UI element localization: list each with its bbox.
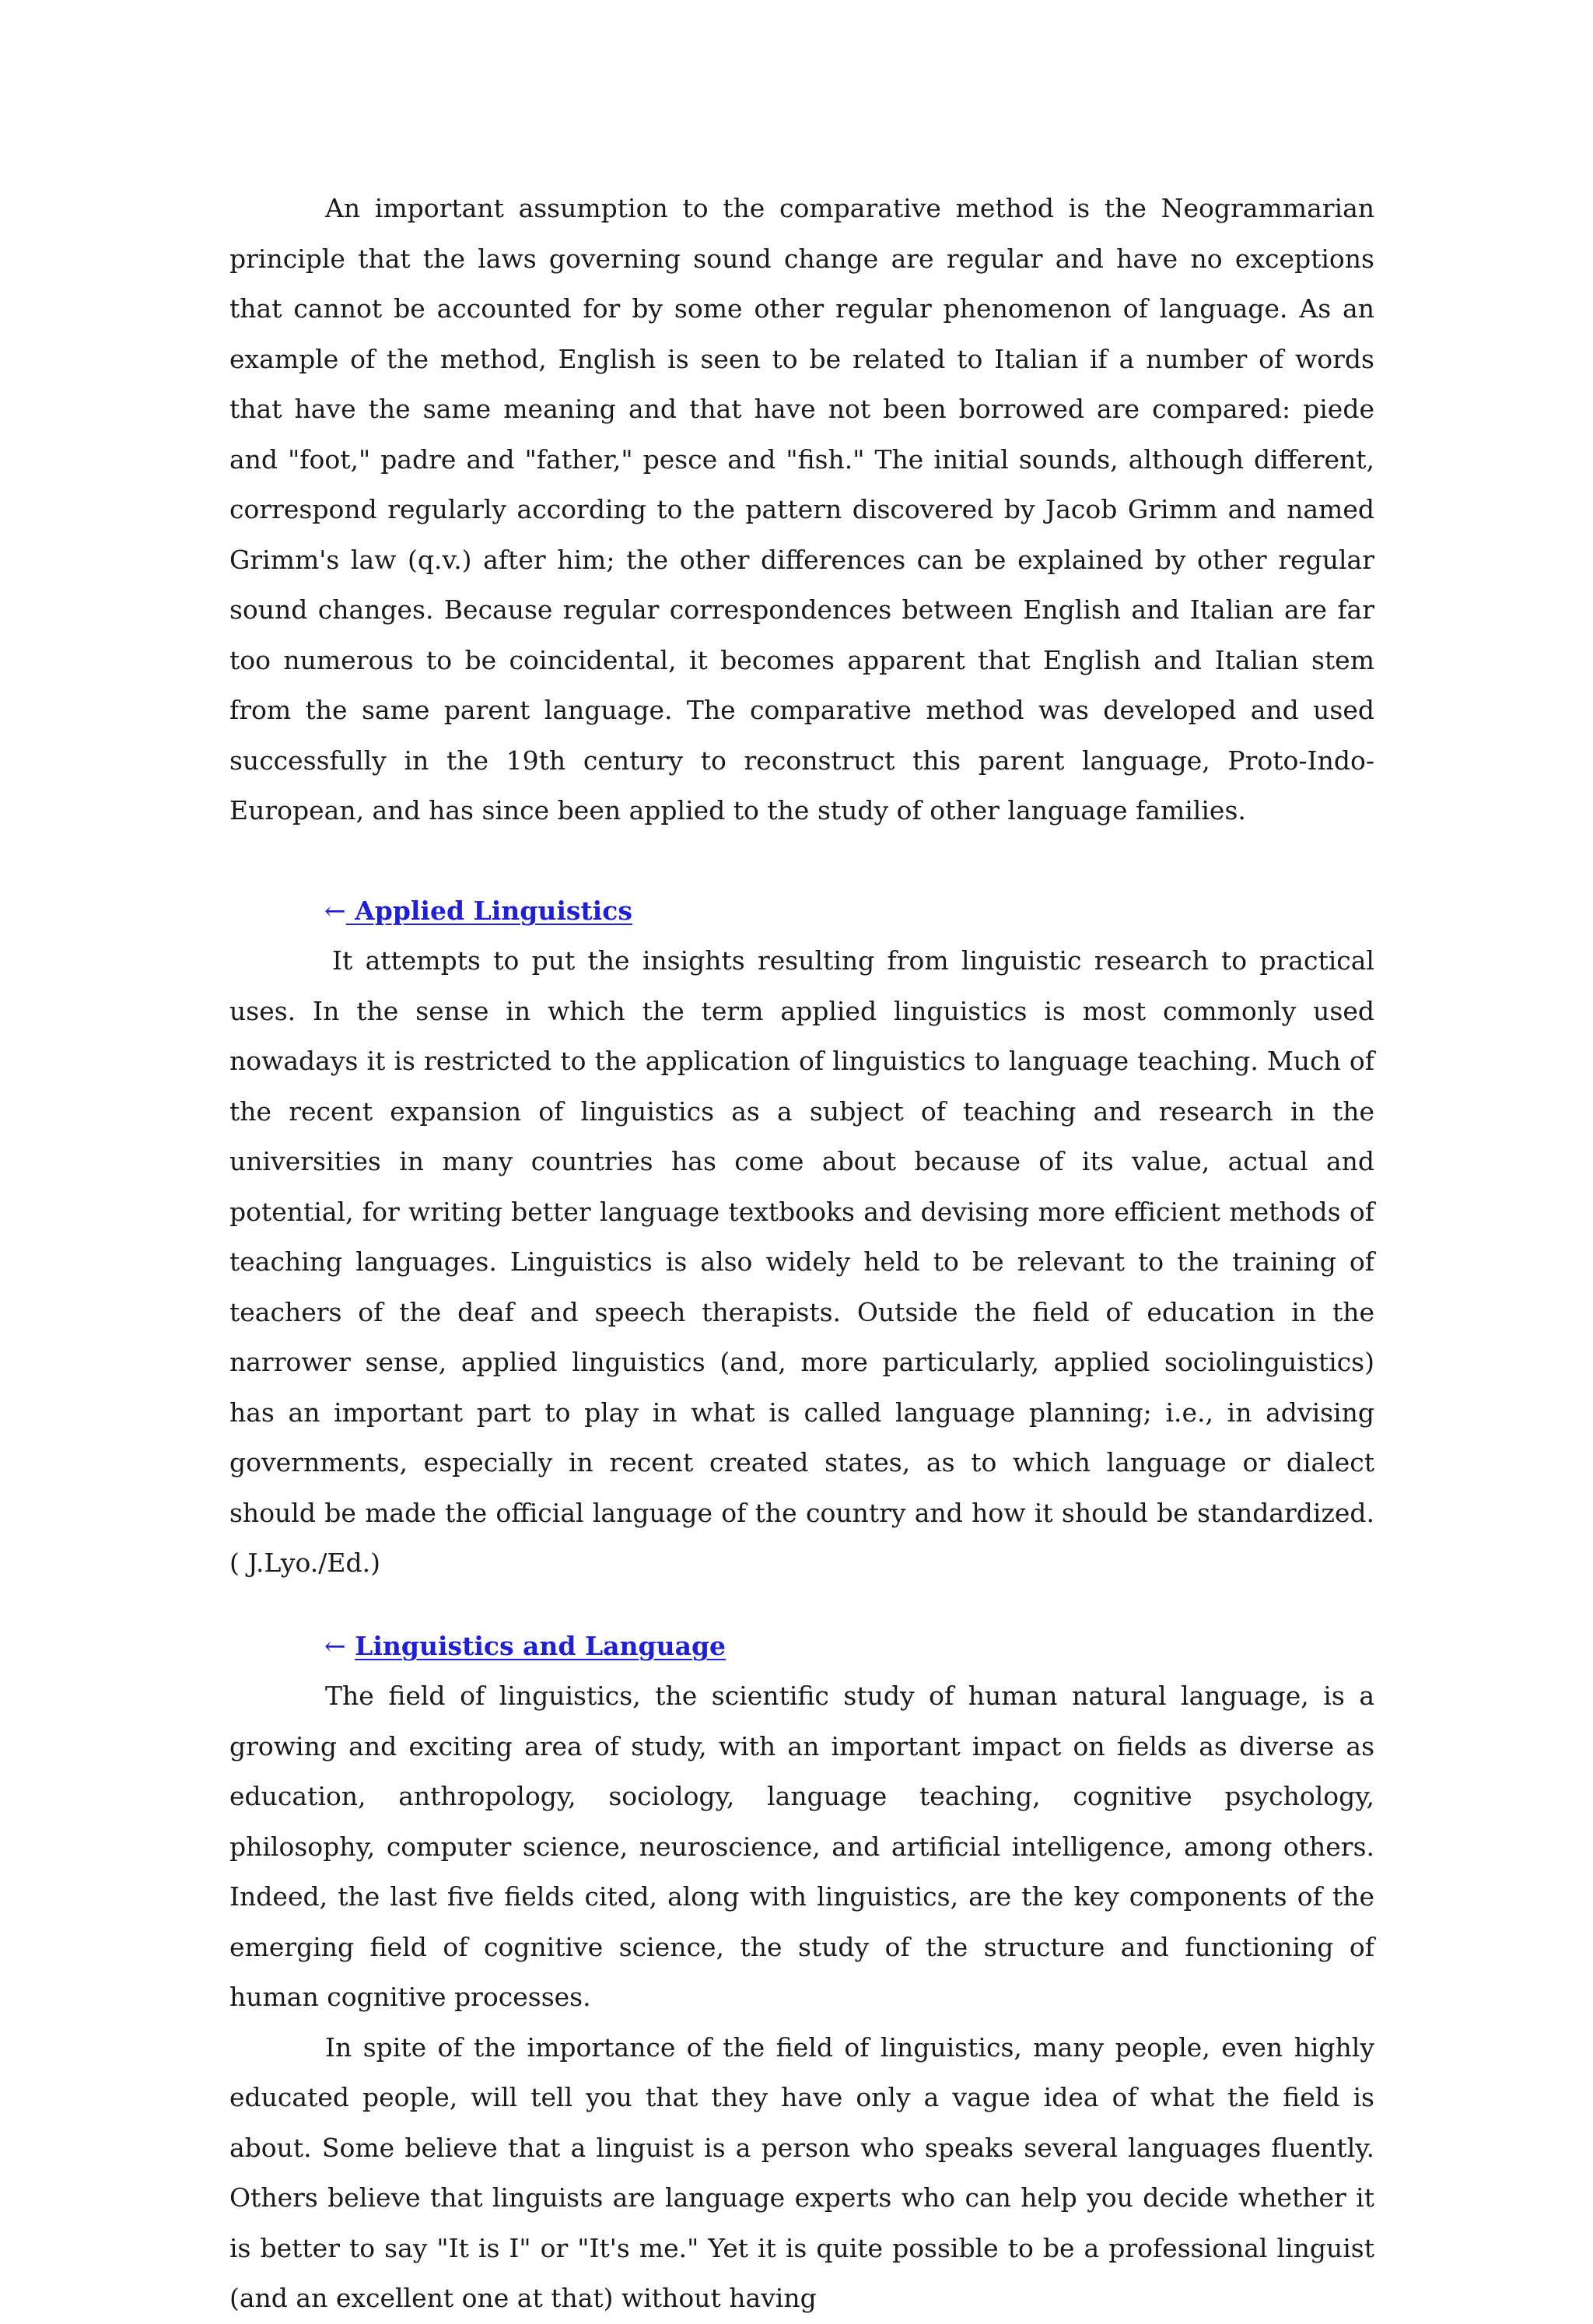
section-spacer [229, 836, 1374, 886]
paragraph-field-of-linguistics: The field of linguistics, the scientific study of human natural language, is a growing and exciting area of study, with an important impact on fields as diverse as education, anthropology, sociology, language teaching, cognitive psychology, philosophy, computer science, neuroscience, and artificial intelligence, among others. Indeed, the last five fields cited, along with linguistics, are the key components of the emerging field of cognitive science, the study of the structure and functioning of human cognitive processes. [229, 1681, 1374, 2012]
applied-linguistics-link[interactable]: Applied Linguistics [345, 895, 632, 926]
paragraph-importance-of-linguistics: In spite of the importance of the field of linguistics, many people, even highly educated people, will tell you that they have only a vague idea of what the field is about. Some believe that a linguist is a person who speaks several languages fluently. Others believe that linguists are language experts who can help you decide whether it is better to say "It is I" or "It's me." Yet it is quite possible to be a professional linguist (and an excellent one at that) without having [229, 2031, 1374, 2313]
paragraph-comparative-method: An important assumption to the comparative method is the Neogrammarian principle that the laws governing sound change are regular and have no exceptions that cannot be accounted for by some other regular phenomenon of language. As an example of the method, English is seen to be related to Italian if a number of words that have the same meaning and that have not been borrowed are compared: piede and "foot," padre and "father," pesce and "fish." The initial sounds, although different, correspond regularly according to the pattern discovered by Jacob Grimm and named Grimm's law (q.v.) after him; the other differences can be explained by other regular sound changes. Because regular correspondences between English and Italian are far too numerous to be coincidental, it becomes apparent that English and Italian stem from the same parent language. The comparative method was developed and used successfully in the 19th century to reconstruct this parent language, Proto-Indo-European, and has since been applied to the study of other language families. [229, 193, 1374, 825]
linguistics-and-language-link[interactable]: Linguistics and Language [355, 1630, 726, 1661]
back-arrow-icon[interactable]: ← [324, 895, 346, 926]
document-body [229, 184, 1374, 2324]
heading-applied-linguistics [229, 886, 1374, 937]
heading-linguistics-and-language [229, 1621, 1374, 1672]
paragraph-applied-linguistics: It attempts to put the insights resulting from linguistic research to practical uses. In the sense in which the term applied linguistics is most commonly used nowadays it is restricted to the application of linguistics to language teaching. Much of the recent expansion of linguistics as a subject of teaching and research in the universities in many countries has come about because of its value, actual and potential, for writing better language textbooks and devising more efficient methods of teaching languages. Linguistics is also widely held to be relevant to the training of teachers of the deaf and speech therapists. Outside the field of education in the narrower sense, applied linguistics (and, more particularly, applied sociolinguistics) has an important part to play in what is called language planning; i.e., in advising governments, especially in recent created states, as to which language or dialect should be made the official language of the country and how it should be standardized. ( J.Lyo./Ed.) [229, 945, 1374, 1578]
section-spacer [229, 1589, 1374, 1621]
back-arrow-icon[interactable]: ← [324, 1630, 346, 1661]
